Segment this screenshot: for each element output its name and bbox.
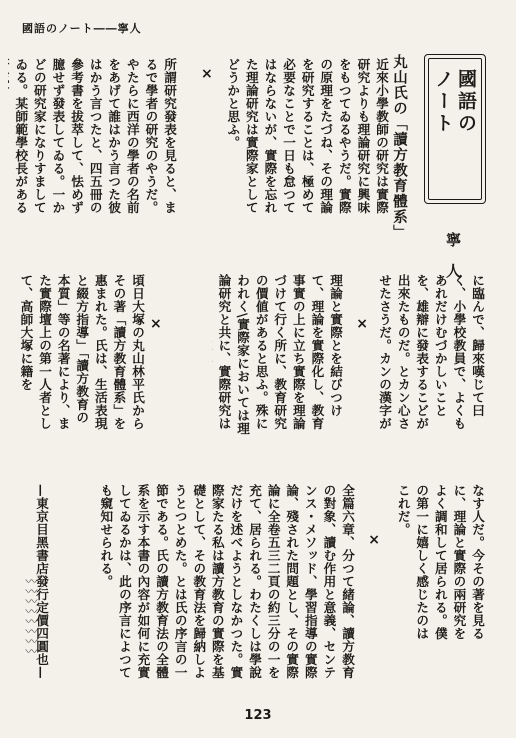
- lower-paragraph-1: なす人だ。今その著を見るに、理論と實際の兩研究をよく調和して居られる。僕の第一に嬉しく感じたのはこれだ。: [395, 484, 485, 640]
- lower-paragraph-2: 全篇六章、分つて緒論、讀方教育の對象、讀む作用と意義、センテンス・メソッド、學習指導の實際論、殘された問題とし、その實際論に全卷五三二頁の約三分の一を充て、居られる。わたくしは學說だけを述べようとしなかつた。實際家たる私は讀方教育の實際を基礎として、その教育法を歸納しようとつとめた。とは氏の序言の一節である。氏の讀方教育法の全體系を示す本書の內容が如何に充實してゐるかは、此の序言によつても窺知せられる。: [98, 484, 355, 679]
- middle-paragraph-3: 頃日大塚の丸山林平氏からその著「讀方教育體系」を惠まれた。氏は、生活表現と綴方指導」「讀方教育の本質」等の名著により、また實際壇上の第一人者として、高師大塚に籍を: [18, 274, 145, 430]
- wavy-end-rule: 〰〰〰〰〰〰〰〰: [24, 575, 38, 655]
- running-head: 國語のノート――寧人: [22, 22, 142, 35]
- page-number: 123: [244, 708, 272, 723]
- article-title: 國語の ノート: [432, 69, 477, 135]
- upper-paragraph-2: 所謂研究發表を見ると、まるで學者の研究のやうだ。やたらに西洋の學者の名前をあげて誰はかう言つた彼はかう言つたと、四五冊の參考書を拔萃して、怯めず臆せず發表してゐる。一かどの研究家になりすましてゐる。某師範學校長がある: [13, 58, 177, 214]
- separator-mark: ×: [356, 316, 368, 332]
- separator-mark: ×: [368, 532, 380, 548]
- author-name: 寧人: [444, 232, 462, 294]
- section-title: 丸山氏の「讀方教育體系」: [391, 54, 407, 240]
- middle-paragraph-2: 理論と實際とを結びつけて、理論を實際化し、教育事實の上に立ち實際を理論づけて行く所に、教育研究の價値があると思ふ。殊にわれく\實際家においては理論研究と共に、實際研究は: [216, 274, 343, 435]
- upper-paragraph-1: 近來小學教師の研究は實際研究よりも理論研究に興味をもつてゐるやうだ。實際の原理をたづね、その理論を研究することは、極めて必要なことで一日も怠つてはならないが、實際を忘れた理論研究は實際家としてどうかと思ふ。: [225, 58, 389, 214]
- middle-paragraph-1: に臨んで、歸來嘆じて曰く、小學校教員で、よくもあれだけむづかしいことを、雄辯に發表するこどが出來たものだ。とカン心させたさうだ。カンの漢字が: [377, 274, 485, 430]
- separator-mark: ×: [201, 66, 213, 82]
- title-box: [424, 54, 486, 204]
- publisher-note: —東京目黑書店發行定價四圓也—: [34, 484, 49, 679]
- separator-mark: ×: [150, 316, 162, 332]
